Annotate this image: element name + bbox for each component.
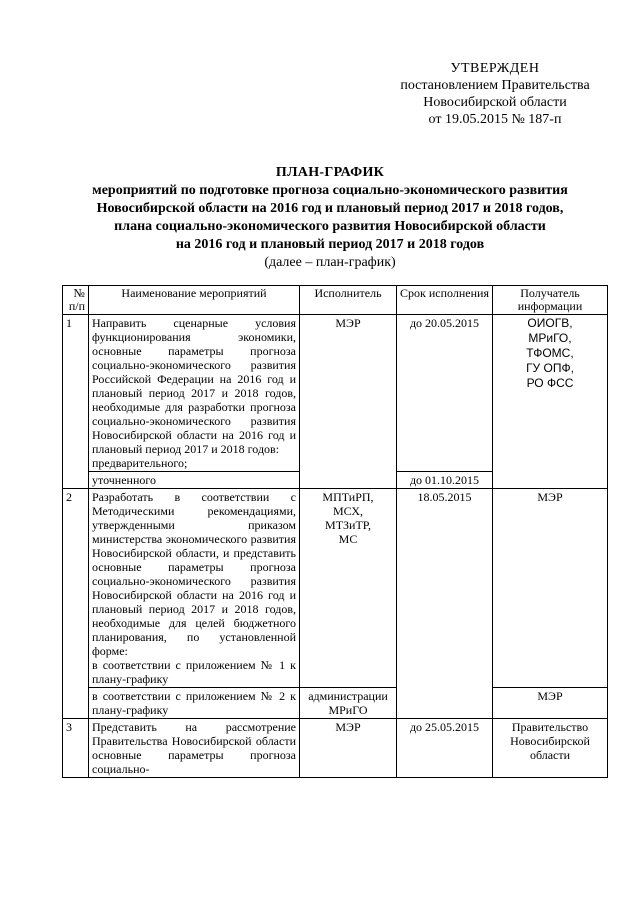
title-line: плана социально-экономического развития Новосибирской области — [114, 219, 546, 234]
row-num: 3 — [63, 719, 89, 778]
title-line: на 2016 год и плановый период 2017 и 2018 годов — [175, 237, 485, 252]
row-subitem: в соответствии с приложением № 1 к плану-графику — [92, 658, 296, 686]
title-line: Новосибирской области на 2016 год и плановый период 2017 и 2018 годов, — [96, 201, 564, 216]
header-num: № п/п — [63, 286, 89, 315]
recipient-item: ГУ ОПФ, — [526, 361, 574, 375]
executor-item: МСХ, — [332, 504, 364, 518]
table-row — [63, 688, 608, 719]
approval-line: Новосибирской области — [423, 95, 567, 110]
recipient-item: РО ФСС — [526, 376, 574, 390]
table-row — [63, 489, 608, 688]
executor-item: МТЗиТР, — [325, 518, 371, 532]
row-recipient: МЭР — [493, 489, 608, 688]
row-recipient: МЭР — [493, 688, 608, 719]
title-note: (далее – план-график) — [264, 255, 396, 270]
approval-heading: УТВЕРЖДЕН — [450, 61, 540, 76]
document-title — [40, 164, 620, 272]
row-executor: МЭР — [300, 719, 397, 778]
row-subitem: уточненного — [89, 472, 300, 489]
table-header-row — [63, 286, 608, 315]
recipient-item: ОИОГВ, — [527, 316, 573, 330]
title-line: мероприятий по подготовке прогноза социально-экономического развития — [92, 183, 568, 198]
table-row — [63, 315, 608, 472]
header-recipient: Получатель информации — [493, 286, 608, 315]
row-recipient — [493, 315, 608, 489]
row-recipient — [493, 719, 608, 778]
row-num: 2 — [63, 489, 89, 719]
row-deadline: 18.05.2015 — [397, 489, 493, 719]
row-subitem: предварительного; — [92, 456, 188, 470]
row-name-text: Направить сценарные условия функционирования экономики, основные параметры прогноза социально-экономического развития Российской Федерации на 2016 год и плановый период 2017 и 2018 годов, необходимые для разработки прогноза социально-экономического развития Новосибирской области на 2016 год и плановый период 2017 и 2018 годов: — [92, 316, 296, 456]
header-deadline: Срок исполнения — [397, 286, 493, 315]
approval-stamp — [380, 60, 610, 128]
recipient-item: Новосибирской — [510, 734, 590, 748]
title-main: ПЛАН-ГРАФИК — [275, 165, 385, 180]
executor-item: МРиГО — [328, 703, 368, 717]
recipient-item: ТФОМС, — [526, 346, 574, 360]
row-executor — [300, 489, 397, 688]
recipient-item: Правительство — [511, 720, 589, 734]
row-deadline: до 01.10.2015 — [397, 472, 493, 489]
row-name — [89, 489, 300, 688]
executor-item: администрации — [308, 689, 388, 703]
row-name-text: Разработать в соответствии с Методическими рекомендациями, утвержденными приказом министерства экономического развития Новосибирской области, и представить основные параметры прогноза социально-экономического развития Новосибирской области на 2016 год и плановый период 2017 и 2018 годов, необходимые для целей бюджетного планирования, по установленной форме: — [92, 490, 296, 658]
header-name: Наименование мероприятий — [89, 286, 300, 315]
row-subitem: в соответствии с приложением № 2 к плану-графику — [89, 688, 300, 719]
plan-table — [62, 285, 608, 778]
recipient-item: МРиГО, — [528, 331, 572, 345]
row-deadline: до 25.05.2015 — [397, 719, 493, 778]
row-executor: МЭР — [300, 315, 397, 489]
recipient-item: области — [529, 748, 571, 762]
row-num: 1 — [63, 315, 89, 489]
executor-item: МС — [338, 532, 358, 546]
approval-date: от 19.05.2015 № 187-п — [428, 112, 562, 127]
row-name — [89, 315, 300, 472]
table-row — [63, 719, 608, 778]
row-name: Представить на рассмотрение Правительства Новосибирской области основные параметры прогноза социально- — [89, 719, 300, 778]
approval-line: постановлением Правительства — [400, 78, 590, 93]
header-executor: Исполнитель — [300, 286, 397, 315]
executor-item: МПТиРП, — [322, 490, 374, 504]
row-executor — [300, 688, 397, 719]
row-deadline: до 20.05.2015 — [397, 315, 493, 472]
